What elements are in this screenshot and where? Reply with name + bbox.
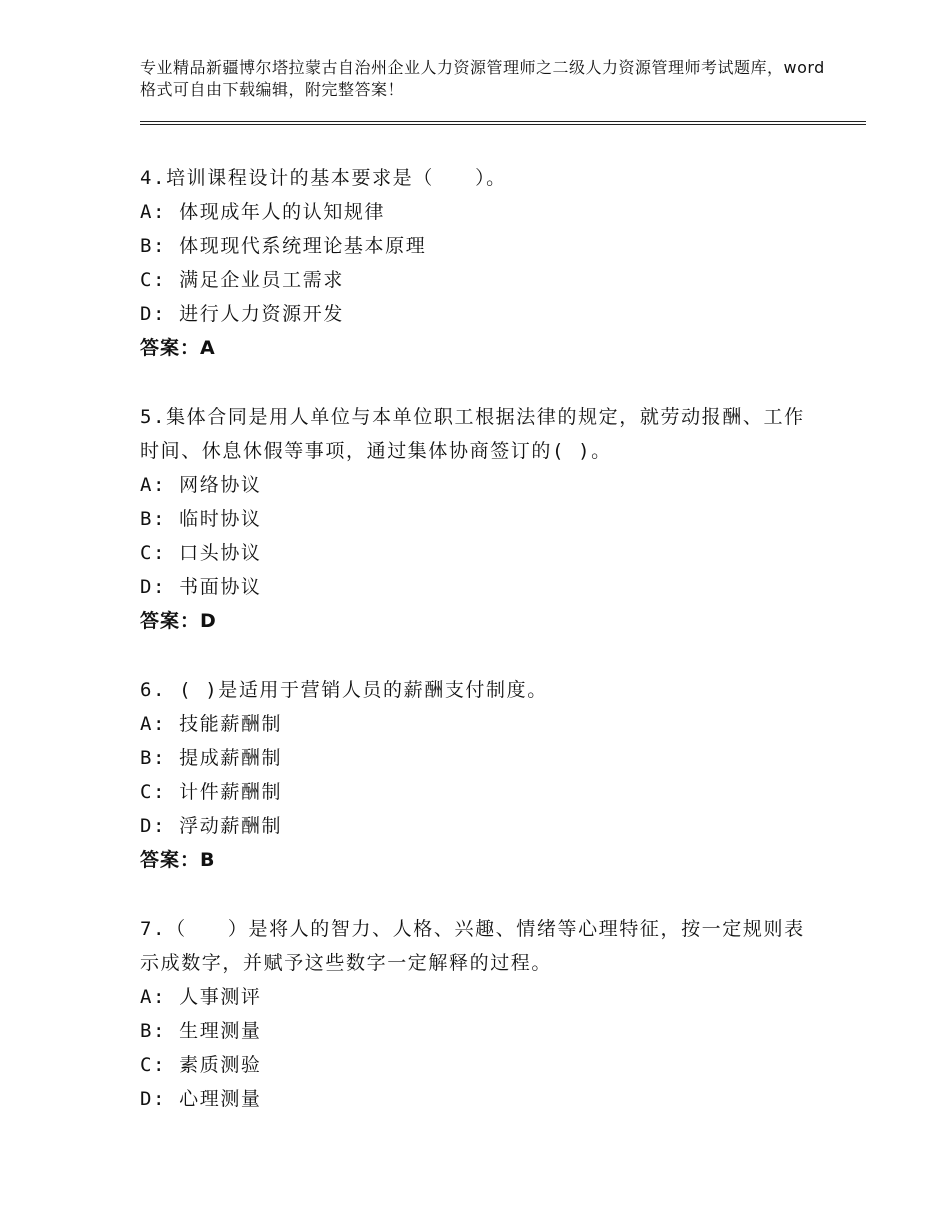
header-divider-bottom bbox=[140, 124, 866, 125]
question-stem: 5.集体合同是用人单位与本单位职工根据法律的规定，就劳动报酬、工作时间、休息休假等事项，通过集体协商签订的( )。 bbox=[140, 406, 805, 462]
option-c: C: 计件薪酬制 bbox=[140, 781, 283, 803]
option-d: D: 进行人力资源开发 bbox=[140, 303, 344, 325]
option-b: B: 体现现代系统理论基本原理 bbox=[140, 235, 427, 257]
option-b: B: 临时协议 bbox=[140, 508, 262, 530]
question-stem: 6. ( )是适用于营销人员的薪酬支付制度。 bbox=[140, 679, 548, 701]
option-c: C: 口头协议 bbox=[140, 542, 262, 564]
document-header bbox=[140, 57, 840, 101]
option-b: B: 提成薪酬制 bbox=[140, 747, 283, 769]
option-a: A: 网络协议 bbox=[140, 474, 262, 496]
header-title: 专业精品新疆博尔塔拉蒙古自治州企业人力资源管理师之二级人力资源管理师考试题库，word格式可自由下载编辑，附完整答案！ bbox=[140, 58, 825, 99]
option-d: D: 浮动薪酬制 bbox=[140, 815, 283, 837]
question-stem: 7.（ ）是将人的智力、人格、兴趣、情绪等心理特征，按一定规则表示成数字，并赋予这些数字一定解释的过程。 bbox=[140, 918, 805, 974]
option-a: A: 人事测评 bbox=[140, 986, 262, 1008]
answer-label: 答案：D bbox=[140, 610, 217, 632]
option-d: D: 心理测量 bbox=[140, 1088, 262, 1110]
option-b: B: 生理测量 bbox=[140, 1020, 262, 1042]
option-d: D: 书面协议 bbox=[140, 576, 262, 598]
option-c: C: 满足企业员工需求 bbox=[140, 269, 344, 291]
answer-label: 答案：B bbox=[140, 849, 216, 871]
answer-label: 答案：A bbox=[140, 337, 216, 359]
question-4 bbox=[140, 161, 820, 365]
question-7 bbox=[140, 912, 820, 1116]
question-6 bbox=[140, 673, 820, 877]
question-stem: 4.培训课程设计的基本要求是（ ）。 bbox=[140, 167, 507, 189]
question-5 bbox=[140, 400, 820, 638]
header-divider-top bbox=[140, 121, 866, 122]
option-a: A: 体现成年人的认知规律 bbox=[140, 201, 386, 223]
option-a: A: 技能薪酬制 bbox=[140, 713, 283, 735]
option-c: C: 素质测验 bbox=[140, 1054, 262, 1076]
